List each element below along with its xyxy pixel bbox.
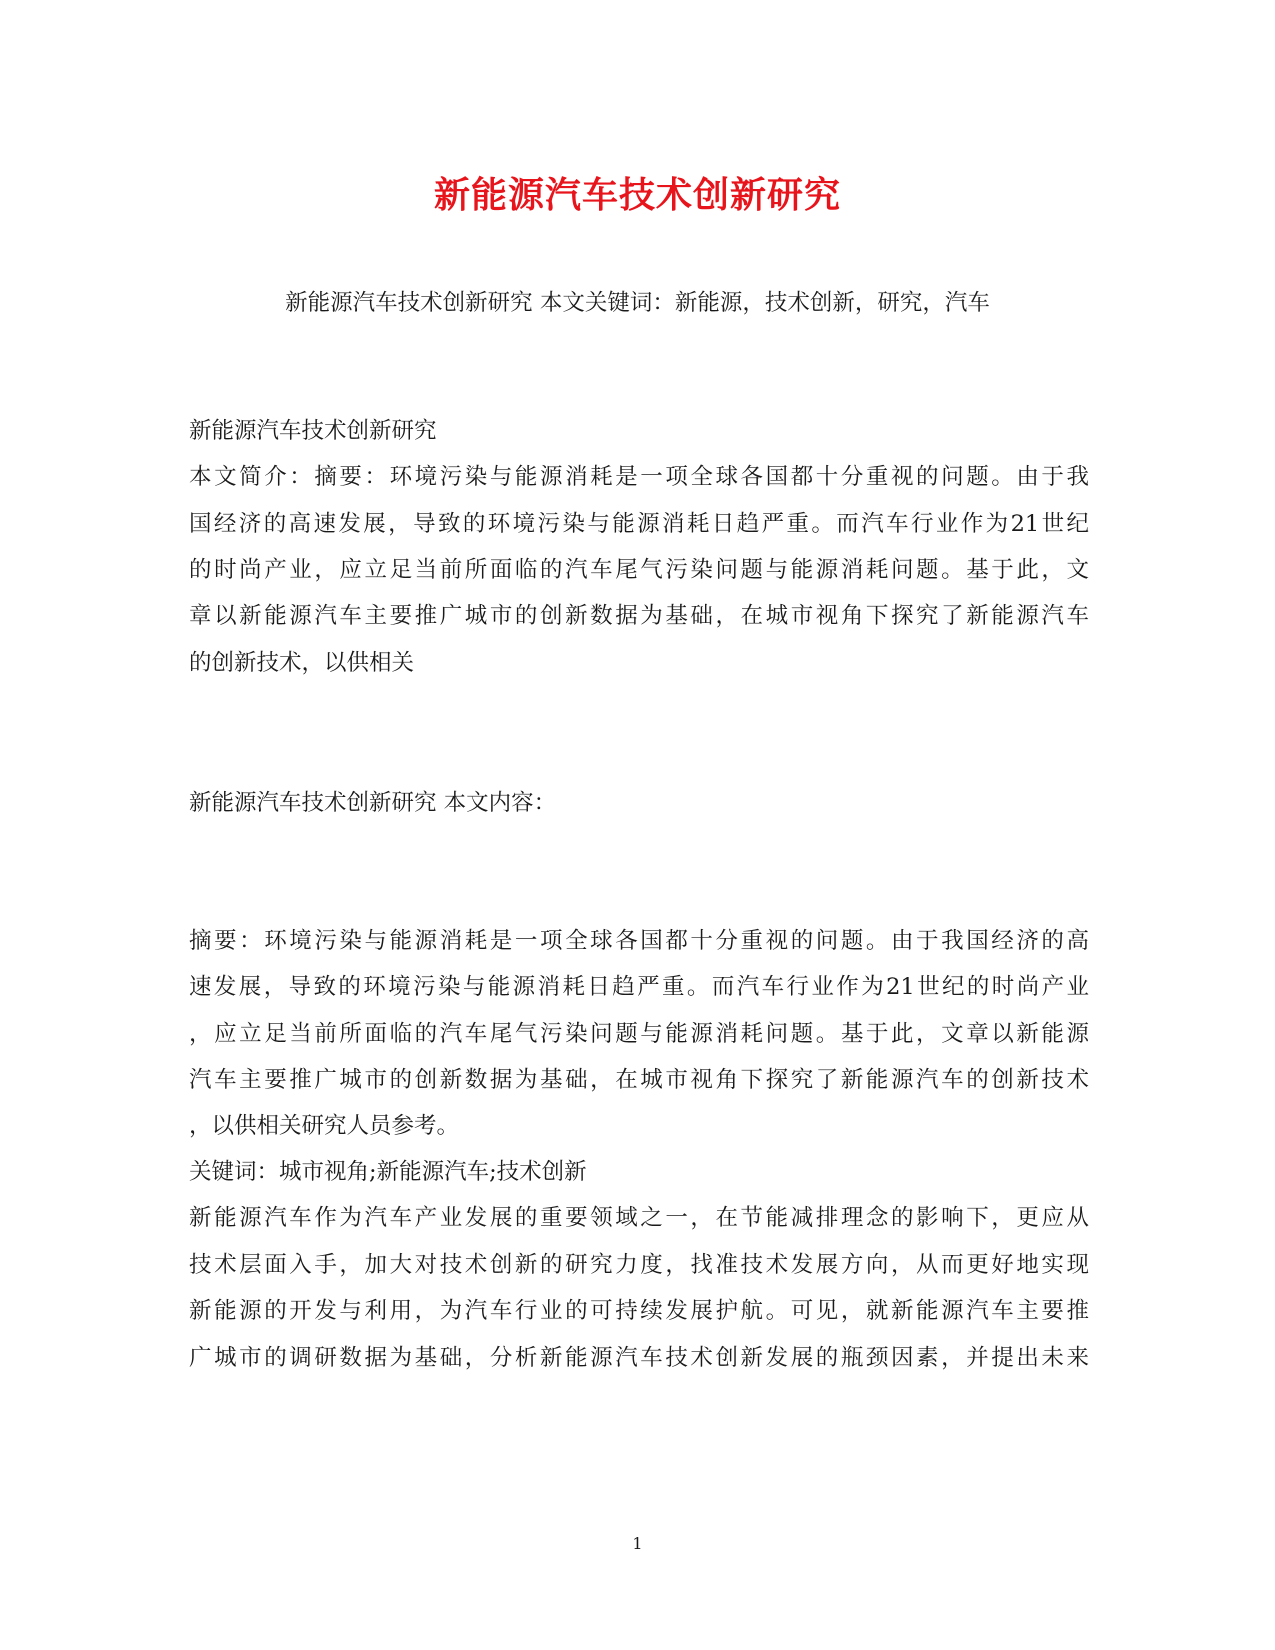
abstract-line: ，以供相关研究人员参考。 [189, 1113, 460, 1139]
abstract-line: ，应立足当前所面临的汽车尾气污染问题与能源消耗问题。基于此，文章以新能源 [189, 1021, 1089, 1047]
section-heading: 新能源汽车技术创新研究 [189, 418, 437, 444]
body-line: 新能源的开发与利用，为汽车行业的可持续发展护航。可见，就新能源汽车主要推 [189, 1298, 1089, 1324]
intro-line: 章以新能源汽车主要推广城市的创新数据为基础，在城市视角下探究了新能源汽车 [189, 603, 1089, 629]
intro-line: 的创新技术，以供相关 [189, 650, 415, 676]
body-line: 技术层面入手，加大对技术创新的研究力度，找准技术发展方向，从而更好地实现 [189, 1252, 1089, 1278]
document-title: 新能源汽车技术创新研究 [433, 174, 841, 216]
body-line: 新能源汽车作为汽车产业发展的重要领域之一，在节能减排理念的影响下，更应从 [189, 1205, 1089, 1231]
abstract-line: 汽车主要推广城市的创新数据为基础，在城市视角下探究了新能源汽车的创新技术 [189, 1067, 1089, 1093]
title-keywords-line: 新能源汽车技术创新研究 本文关键词：新能源，技术创新，研究，汽车 [285, 290, 990, 316]
abstract-line: 速发展，导致的环境污染与能源消耗日趋严重。而汽车行业作为21世纪的时尚产业 [189, 974, 1089, 1000]
body-line: 广城市的调研数据为基础，分析新能源汽车技术创新发展的瓶颈因素，并提出未来 [189, 1345, 1089, 1371]
intro-line: 本文简介：摘要：环境污染与能源消耗是一项全球各国都十分重视的问题。由于我 [189, 464, 1089, 490]
abstract-line: 摘要：环境污染与能源消耗是一项全球各国都十分重视的问题。由于我国经济的高 [189, 928, 1089, 954]
keywords-line: 关键词：城市视角;新能源汽车;技术创新 [189, 1159, 587, 1185]
content-heading: 新能源汽车技术创新研究 本文内容： [189, 790, 557, 816]
intro-line: 的时尚产业，应立足当前所面临的汽车尾气污染问题与能源消耗问题。基于此，文 [189, 557, 1089, 583]
page-number: 1 [632, 1534, 643, 1553]
intro-line: 国经济的高速发展，导致的环境污染与能源消耗日趋严重。而汽车行业作为21世纪 [189, 511, 1089, 537]
